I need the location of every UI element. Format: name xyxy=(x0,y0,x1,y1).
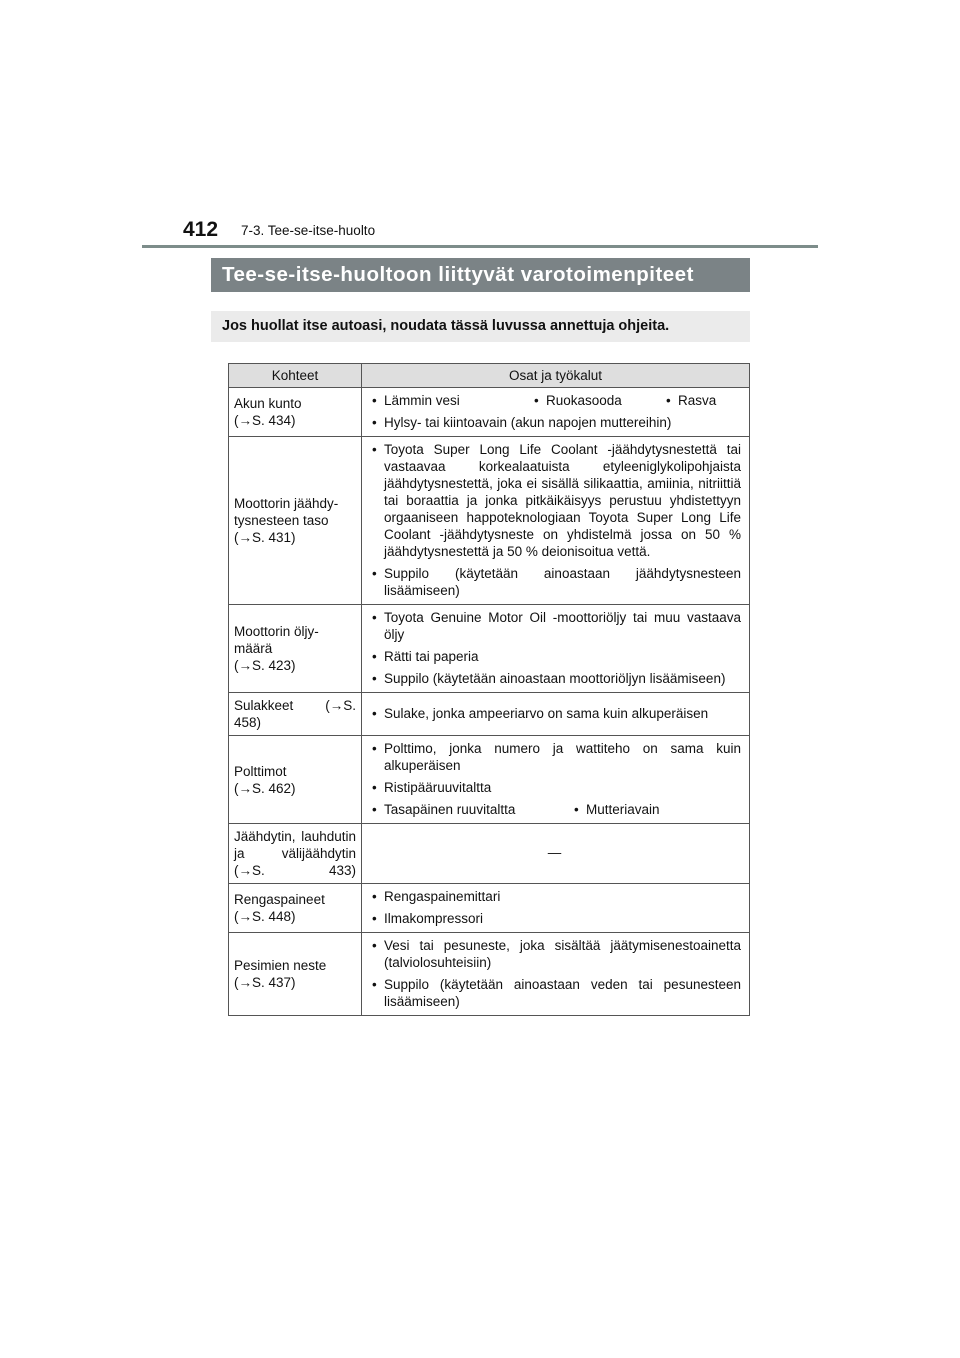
list-item: • Ristipääruuvitaltta xyxy=(368,779,741,796)
list-item: • Toyota Super Long Life Coolant -jäähdytysnestettä tai vastaavaa korkealaatuista etyleeniglykolipohjaista jäähdytysnestettä, joka ei sisällä silikaattia, amiinia, nitriittiä tai boraattia ja jonka pitkäikäisyys perustuu yhdistettyyn orgaaniseen happoteknologiaan Toyota Super Long Life Coolant -jäähdytysneste on yhdistelmä jossa on 50 % jäähdytysnestettä ja 50 % deionisoitua vettä. xyxy=(368,441,741,560)
tool-list xyxy=(368,937,741,1010)
page-reference: (→S. 462) xyxy=(234,780,296,796)
table-row xyxy=(229,884,750,933)
table-row xyxy=(229,736,750,824)
page-reference: (→S. 431) xyxy=(234,530,296,545)
tool-list xyxy=(368,740,741,796)
list-item: • Toyota Genuine Motor Oil -moottoriöljy tai muu vastaava öljy xyxy=(368,609,741,643)
tool-list xyxy=(368,414,741,431)
list-item: • Rätti tai paperia xyxy=(368,648,741,665)
items-table xyxy=(228,363,750,1016)
header-divider xyxy=(142,245,818,248)
list-item: • Lämmin vesi xyxy=(368,392,530,409)
page-reference: (→S. 437) xyxy=(234,975,296,990)
tool-list xyxy=(368,441,741,599)
table-row xyxy=(229,933,750,1016)
page-reference: (→S. 434) xyxy=(234,413,296,428)
item-name: Pesimien neste xyxy=(234,958,327,973)
item-name: Rengaspaineet xyxy=(234,892,325,907)
tools-cell xyxy=(362,824,750,884)
tool-list xyxy=(368,609,741,687)
column-header-tools: Osat ja työkalut xyxy=(362,364,750,388)
section-title: 7-3. Tee-se-itse-huolto xyxy=(241,223,376,238)
tool-list xyxy=(368,705,741,722)
page-header xyxy=(183,218,823,248)
list-item: • Hylsy- tai kiintoavain (akun napojen muttereihin) xyxy=(368,414,741,431)
tool-list xyxy=(368,888,741,927)
section-banner: Tee-se-itse-huoltoon liittyvät varotoimenpiteet xyxy=(211,258,750,292)
intro-text: Jos huollat itse autoasi, noudata tässä luvussa annettuja ohjeita. xyxy=(211,311,750,342)
list-item: • Suppilo (käytetään ainoastaan veden tai pesunesteen lisäämiseen) xyxy=(368,976,741,1010)
list-item: • Polttimo, jonka numero ja wattiteho on sama kuin alkuperäisen xyxy=(368,740,741,774)
tools-cell xyxy=(362,437,750,605)
tools-cell xyxy=(362,933,750,1016)
tools-cell xyxy=(362,605,750,693)
list-item: • Rengaspainemittari xyxy=(368,888,741,905)
list-item: • Rasva xyxy=(662,392,716,409)
tools-cell xyxy=(362,388,750,437)
item-name: Sulakkeet (→S. 458) xyxy=(234,698,356,730)
item-name: Jäähdytin, lauhdutin ja välijäähdytin (→S. 433) xyxy=(234,829,356,878)
page-number: 412 xyxy=(183,218,219,241)
tools-cell xyxy=(362,884,750,933)
inline-tool-list xyxy=(368,801,741,818)
item-name: Moottorin öljy- määrä xyxy=(234,624,319,656)
list-item: • Suppilo (käytetään ainoastaan jäähdytysnesteen lisäämiseen) xyxy=(368,565,741,599)
item-cell xyxy=(229,933,362,1016)
inline-tool-list xyxy=(368,392,741,409)
column-header-items: Kohteet xyxy=(229,364,362,388)
tools-cell xyxy=(362,736,750,824)
no-tools-dash: — xyxy=(547,845,562,860)
page-reference: (→S. 448) xyxy=(234,909,296,924)
table-header-row xyxy=(229,364,750,388)
item-cell xyxy=(229,605,362,693)
table-row xyxy=(229,824,750,884)
page-reference: (→S. 423) xyxy=(234,658,296,673)
list-item: • Mutteriavain xyxy=(570,801,660,818)
table-row xyxy=(229,693,750,736)
list-item: • Tasapäinen ruuvitaltta xyxy=(368,801,570,818)
table-row xyxy=(229,437,750,605)
item-name: Polttimot xyxy=(234,763,287,779)
tools-cell xyxy=(362,693,750,736)
table-row xyxy=(229,605,750,693)
item-cell xyxy=(229,693,362,736)
item-name: Moottorin jäähdy- tysnesteen taso xyxy=(234,496,339,528)
item-cell xyxy=(229,388,362,437)
list-item: • Ilmakompressori xyxy=(368,910,741,927)
list-item: • Ruokasooda xyxy=(530,392,662,409)
item-name: Akun kunto xyxy=(234,396,302,411)
item-cell xyxy=(229,884,362,933)
table-row xyxy=(229,388,750,437)
item-cell xyxy=(229,736,362,824)
list-item: • Suppilo (käytetään ainoastaan moottoriöljyn lisäämiseen) xyxy=(368,670,741,687)
list-item: • Vesi tai pesuneste, joka sisältää jäätymisenestoainetta (talviolosuhteisiin) xyxy=(368,937,741,971)
list-item: • Sulake, jonka ampeeriarvo on sama kuin alkuperäisen xyxy=(368,705,741,722)
item-cell xyxy=(229,437,362,605)
item-cell xyxy=(229,824,362,884)
